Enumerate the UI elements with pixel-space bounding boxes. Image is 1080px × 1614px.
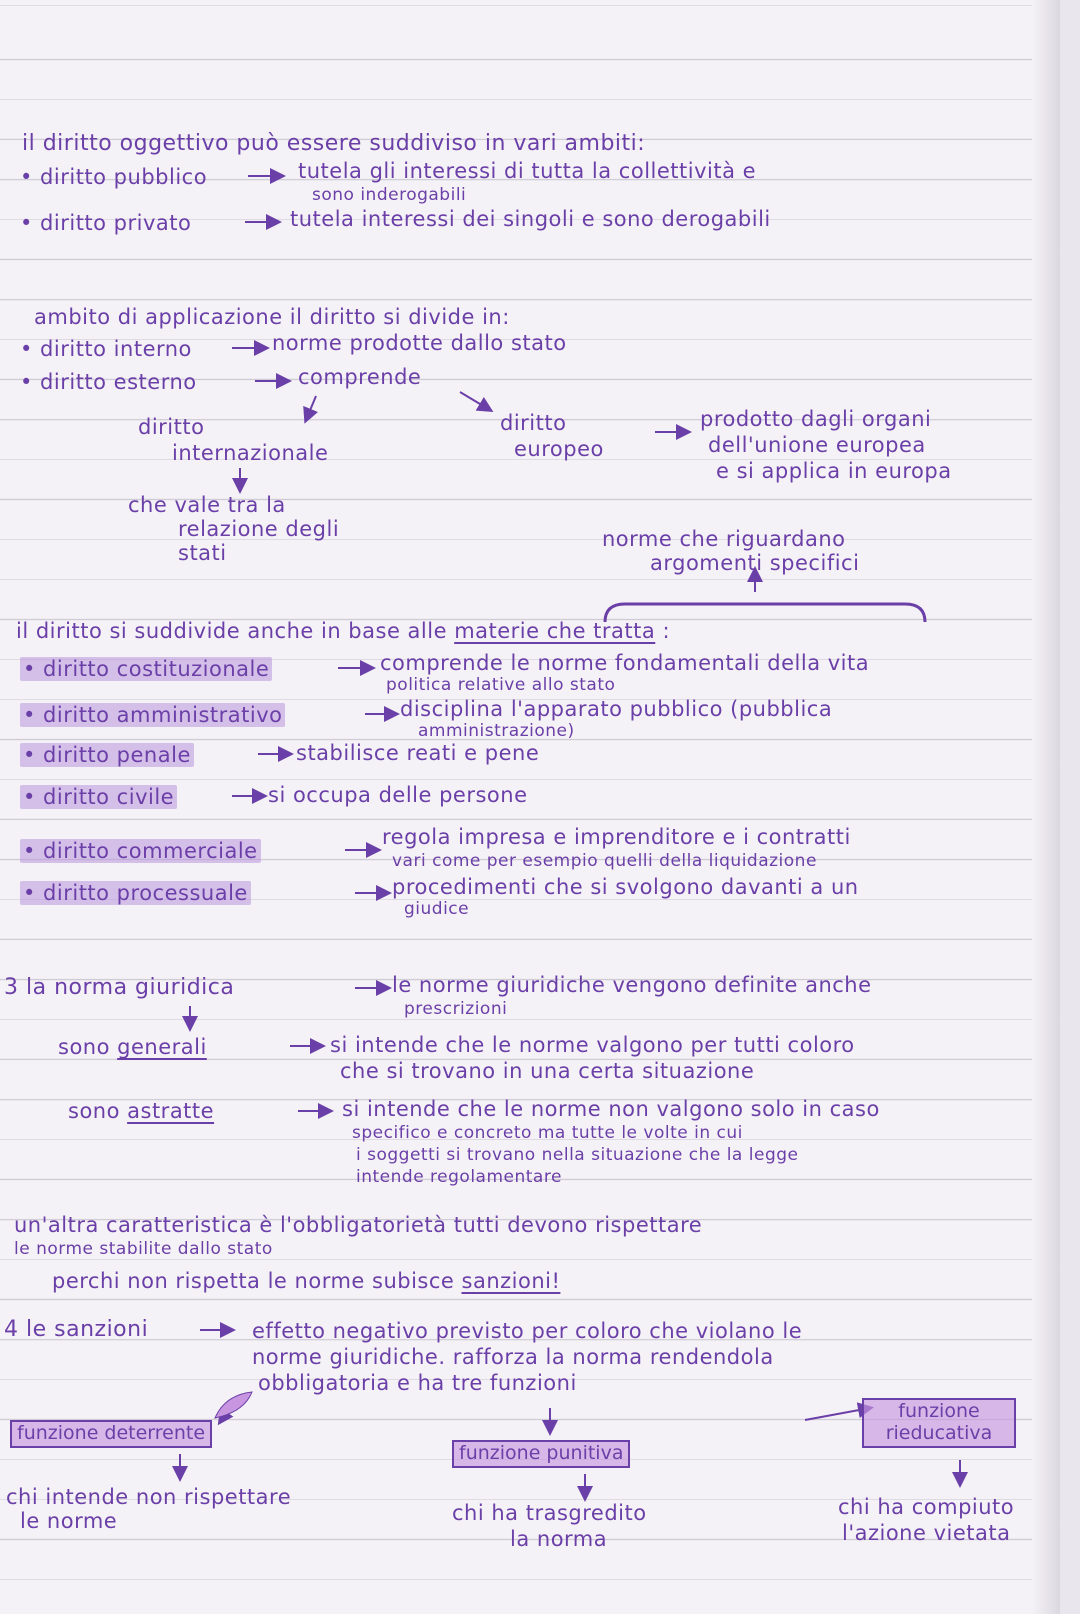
internazionale-desc-2: relazione degli <box>178 517 340 541</box>
privato-term: • diritto privato <box>20 211 192 235</box>
europeo-desc-3: e si applica in europa <box>716 459 952 483</box>
processuale-desc: procedimenti che si svolgono davanti a un <box>392 875 859 899</box>
deterrente-desc-2: le norme <box>20 1509 118 1533</box>
section3-heading <box>16 620 670 643</box>
pubblico-desc: tutela gli interessi di tutta la collettività e <box>298 159 757 183</box>
penale-desc: stabilisce reati e pene <box>296 741 540 765</box>
section3-heading-pre: il diritto si suddivide anche in base alle <box>16 619 447 643</box>
argomenti-note-1: norme che riguardano <box>602 527 846 551</box>
punitiva-desc-1: chi ha trasgredito <box>452 1501 647 1525</box>
europeo-desc-1: prodotto dagli organi <box>700 407 932 431</box>
generali-desc: si intende che le norme valgono per tutti coloro <box>330 1033 855 1057</box>
astratte-desc-2: specifico e concreto ma tutte le volte in cui <box>352 1123 743 1143</box>
generali-pre: sono <box>58 1035 110 1059</box>
section5-heading: 4 le sanzioni <box>4 1317 149 1342</box>
section3-heading-post: : <box>662 619 671 643</box>
arrow-icon <box>306 396 316 420</box>
europeo-label-1: diritto <box>500 411 567 435</box>
sanzioni-desc-2: norme giuridiche. rafforza la norma rendendola <box>252 1345 774 1369</box>
europeo-label-2: europeo <box>514 437 604 461</box>
sanzioni-desc-3: obbligatoria e ha tre funzioni <box>258 1371 577 1395</box>
deterrente-desc-1: chi intende non rispettare <box>6 1485 292 1509</box>
astratte-key: astratte <box>127 1099 215 1123</box>
funzione-deterrente-box: funzione deterrente <box>10 1420 212 1448</box>
generali-desc-2: che si trovano in una certa situazione <box>340 1059 755 1083</box>
argomenti-note-2: argomenti specifici <box>650 551 860 575</box>
leaf-doodle-icon <box>215 1392 252 1418</box>
commerciale-term: • diritto commerciale <box>20 839 261 863</box>
obbligatorieta-line-1: un'altra caratteristica è l'obbligatorietà tutti devono rispettare <box>14 1213 703 1237</box>
section4-heading-desc-2: prescrizioni <box>404 999 508 1019</box>
processuale-desc-2: giudice <box>404 899 470 919</box>
page-edge-shadow <box>1032 0 1060 1614</box>
costituzionale-desc: comprende le norme fondamentali della vita <box>380 651 870 675</box>
amministrativo-desc-2: amministrazione) <box>418 721 575 741</box>
pubblico-desc-2: sono inderogabili <box>312 185 467 205</box>
rieducativa-desc-1: chi ha compiuto <box>838 1495 1015 1519</box>
civile-desc: si occupa delle persone <box>268 783 528 807</box>
section4-heading-desc: le norme giuridiche vengono definite anche <box>392 973 872 997</box>
amministrativo-term: • diritto amministrativo <box>20 703 285 727</box>
esterno-desc: comprende <box>298 365 422 389</box>
processuale-term: • diritto processuale <box>20 881 251 905</box>
privato-desc: tutela interessi dei singoli e sono derogabili <box>290 207 771 231</box>
section4-heading: 3 la norma giuridica <box>4 975 235 1000</box>
interno-desc: norme prodotte dallo stato <box>272 331 567 355</box>
civile-term: • diritto civile <box>20 785 177 809</box>
commerciale-desc: regola impresa e imprenditore e i contratti <box>382 825 851 849</box>
pubblico-term: • diritto pubblico <box>20 165 208 189</box>
section1-heading: il diritto oggettivo può essere suddiviso in vari ambiti: <box>22 131 646 156</box>
europeo-desc-2: dell'unione europea <box>708 433 926 457</box>
astratte-pre: sono <box>68 1099 120 1123</box>
costituzionale-term: • diritto costituzionale <box>20 657 272 681</box>
sanzioni-desc-1: effetto negativo previsto per coloro che violano le <box>252 1319 803 1343</box>
astratte-desc: si intende che le norme non valgono solo in caso <box>342 1097 880 1121</box>
costituzionale-desc-2: politica relative allo stato <box>386 675 616 695</box>
internazionale-label-2: internazionale <box>172 441 329 465</box>
generali-key: generali <box>117 1035 207 1059</box>
funzione-punitiva-box: funzione punitiva <box>452 1440 630 1468</box>
amministrativo-desc: disciplina l'apparato pubblico (pubblica <box>400 697 833 721</box>
punitiva-desc-2: la norma <box>510 1527 608 1551</box>
obbligatorieta-key: sanzioni! <box>461 1269 561 1293</box>
arrow-icon <box>460 392 490 410</box>
astratte-desc-4: intende regolamentare <box>356 1167 562 1187</box>
obbligatorieta-line-3 <box>52 1270 560 1293</box>
internazionale-desc-1: che vale tra la <box>128 493 286 517</box>
internazionale-label-1: diritto <box>138 415 205 439</box>
rieducativa-desc-2: l'azione vietata <box>842 1521 1011 1545</box>
esterno-term: • diritto esterno <box>20 370 197 394</box>
internazionale-desc-3: stati <box>178 541 227 565</box>
generali-line <box>58 1036 207 1059</box>
section3-heading-key: materie che tratta <box>454 619 656 643</box>
arrow-icon <box>805 1408 870 1420</box>
interno-term: • diritto interno <box>20 337 192 361</box>
funzione-rieducativa-box: funzione rieducativa <box>862 1398 1016 1448</box>
obbligatorieta-pre: perchi non rispetta le norme subisce <box>52 1269 455 1293</box>
obbligatorieta-line-2: le norme stabilite dallo stato <box>14 1239 273 1259</box>
penale-term: • diritto penale <box>20 743 194 767</box>
section2-heading: ambito di applicazione il diritto si divide in: <box>34 305 510 329</box>
astratte-desc-3: i soggetti si trovano nella situazione che la legge <box>356 1145 799 1165</box>
astratte-line <box>68 1100 214 1123</box>
commerciale-desc-2: vari come per esempio quelli della liquidazione <box>392 851 817 871</box>
